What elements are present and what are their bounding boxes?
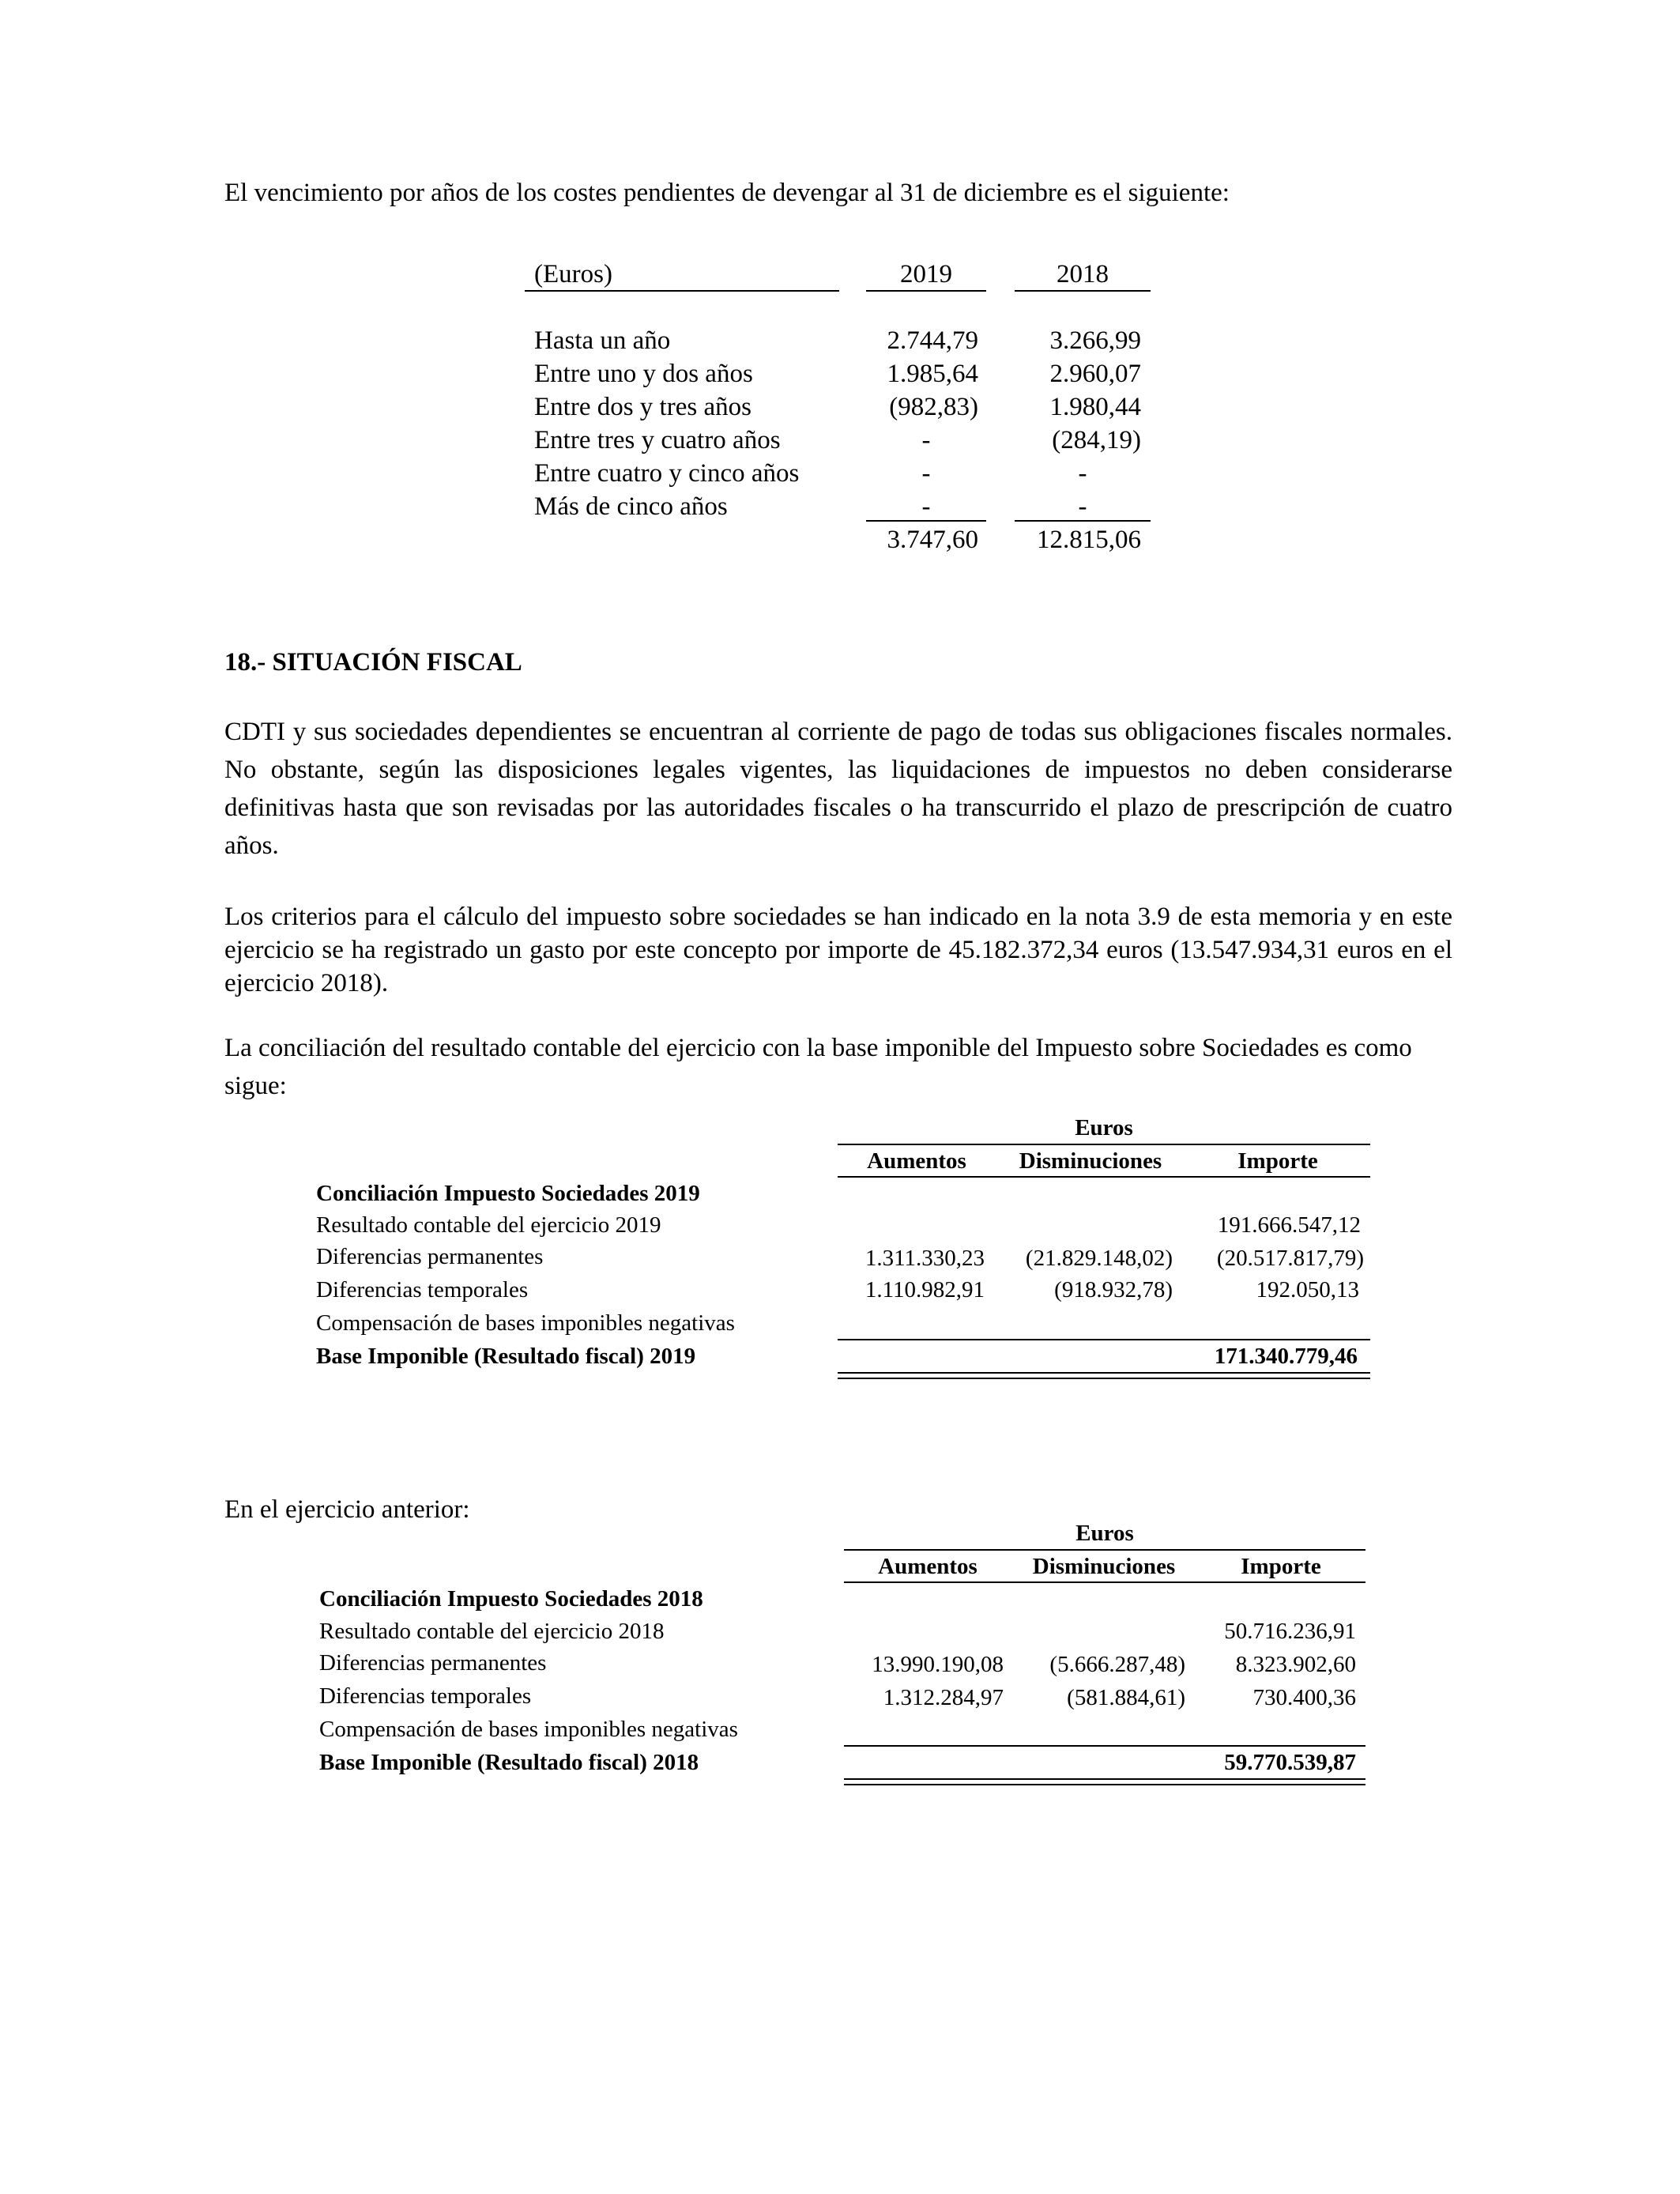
prior-year-intro: En el ejercicio anterior:	[224, 1495, 470, 1524]
row-label: Diferencias permanentes	[319, 1650, 547, 1676]
maturity-row-2018: 3.266,99	[1049, 326, 1141, 355]
maturity-row-2019: -	[921, 492, 931, 521]
row-importe: 730.400,36	[1252, 1685, 1356, 1710]
maturity-row-2019: (982,83)	[889, 393, 978, 421]
row-label: Resultado contable del ejercicio 2019	[316, 1212, 661, 1238]
maturity-row-2019: 2.744,79	[887, 326, 978, 355]
header-rule	[844, 1581, 1365, 1583]
row-disminuciones: (581.884,61)	[1067, 1685, 1185, 1710]
row-importe: 191.666.547,12	[1217, 1212, 1361, 1238]
maturity-row-2018: -	[1078, 492, 1087, 521]
total-rule-2018	[1015, 520, 1151, 522]
total-double-rule	[838, 1372, 1370, 1379]
intro-text: El vencimiento por años de los costes pendientes de devengar al 31 de diciembre es el siguiente:	[224, 179, 1230, 207]
row-aumentos: 1.110.982,91	[864, 1277, 985, 1302]
euros-header: Euros	[1075, 1521, 1134, 1546]
total-label: Base Imponible (Resultado fiscal) 2019	[316, 1344, 696, 1369]
row-importe: 50.716.236,91	[1224, 1619, 1356, 1644]
row-disminuciones: (21.829.148,02)	[1025, 1246, 1173, 1271]
table-title: Conciliación Impuesto Sociedades 2018	[319, 1586, 703, 1612]
maturity-row-2019: -	[921, 426, 931, 454]
row-aumentos: 1.312.284,97	[883, 1685, 1004, 1710]
table-title: Conciliación Impuesto Sociedades 2019	[316, 1181, 700, 1206]
euros-header: Euros	[1075, 1115, 1133, 1140]
col-aumentos: Aumentos	[867, 1148, 966, 1174]
maturity-row-2018: 2.960,07	[1049, 360, 1141, 388]
maturity-row-label: Entre tres y cuatro años	[534, 426, 781, 454]
row-label: Compensación de bases imponibles negativas	[319, 1717, 738, 1742]
col-importe: Importe	[1237, 1148, 1318, 1174]
maturity-row-2018: -	[1078, 459, 1087, 488]
row-importe: 192.050,13	[1256, 1277, 1359, 1302]
col-importe: Importe	[1241, 1554, 1321, 1579]
paragraph-reconciliation-intro: La conciliación del resultado contable del ejercicio con la base imponible del Impuesto sobre Sociedades es como sigue:	[224, 1034, 1412, 1100]
total-double-rule	[844, 1778, 1365, 1785]
header-rule-label	[525, 290, 839, 292]
total-rule-2019	[866, 520, 986, 522]
header-rule-2019	[866, 290, 986, 292]
row-aumentos: 1.311.330,23	[864, 1246, 985, 1271]
maturity-header-label: (Euros)	[534, 260, 612, 288]
row-label: Diferencias temporales	[316, 1277, 529, 1302]
section-title: 18.- SITUACIÓN FISCAL	[224, 648, 522, 677]
row-label: Compensación de bases imponibles negativas	[316, 1310, 735, 1336]
maturity-row-label: Más de cinco años	[534, 492, 728, 521]
paragraph-criteria: Los criterios para el cálculo del impuesto sobre sociedades se han indicado en la nota 3.9 de esta memoria y en este ejercicio se ha registrado un gasto por este concepto por importe de 45.182.372,34 euros (13.547.934,31 euros en el ejercicio 2018).	[224, 903, 1452, 997]
maturity-row-2019: -	[921, 459, 931, 488]
row-disminuciones: (918.932,78)	[1054, 1277, 1173, 1302]
maturity-row-label: Entre uno y dos años	[534, 360, 753, 388]
maturity-row-2018: 1.980,44	[1049, 393, 1141, 421]
col-disminuciones: Disminuciones	[1019, 1148, 1162, 1174]
row-disminuciones: (5.666.287,48)	[1049, 1652, 1185, 1677]
row-label: Diferencias permanentes	[316, 1244, 544, 1269]
maturity-row-2018: (284,19)	[1052, 426, 1141, 454]
maturity-header-2018: 2018	[1057, 260, 1109, 288]
header-rule	[838, 1176, 1370, 1178]
maturity-total-2018: 12.815,06	[1037, 526, 1141, 554]
maturity-row-label: Entre cuatro y cinco años	[534, 459, 800, 488]
maturity-header-2019: 2019	[900, 260, 952, 288]
row-label: Resultado contable del ejercicio 2018	[319, 1619, 665, 1644]
row-importe: (20.517.817,79)	[1216, 1246, 1364, 1271]
maturity-row-label: Hasta un año	[534, 326, 671, 355]
col-disminuciones: Disminuciones	[1032, 1554, 1176, 1579]
paragraph-fiscal-status: CDTI y sus sociedades dependientes se encuentran al corriente de pago de todas sus obligaciones fiscales normales. No obstante, según las disposiciones legales vigentes, las liquidaciones de impuestos no deben considerarse definitivas hasta que son revisadas por las autoridades fiscales o ha transcurrido el plazo de prescripción de cuatro años.	[224, 718, 1452, 860]
row-label: Diferencias temporales	[319, 1683, 532, 1709]
total-importe: 59.770.539,87	[1224, 1750, 1356, 1775]
row-aumentos: 13.990.190,08	[872, 1652, 1004, 1677]
maturity-row-2019: 1.985,64	[887, 360, 978, 388]
maturity-total-2019: 3.747,60	[887, 526, 978, 554]
row-importe: 8.323.902,60	[1235, 1652, 1356, 1677]
total-importe: 171.340.779,46	[1214, 1344, 1358, 1369]
maturity-row-label: Entre dos y tres años	[534, 393, 751, 421]
header-rule-2018	[1015, 290, 1151, 292]
total-label: Base Imponible (Resultado fiscal) 2018	[319, 1750, 699, 1775]
col-aumentos: Aumentos	[878, 1554, 977, 1579]
